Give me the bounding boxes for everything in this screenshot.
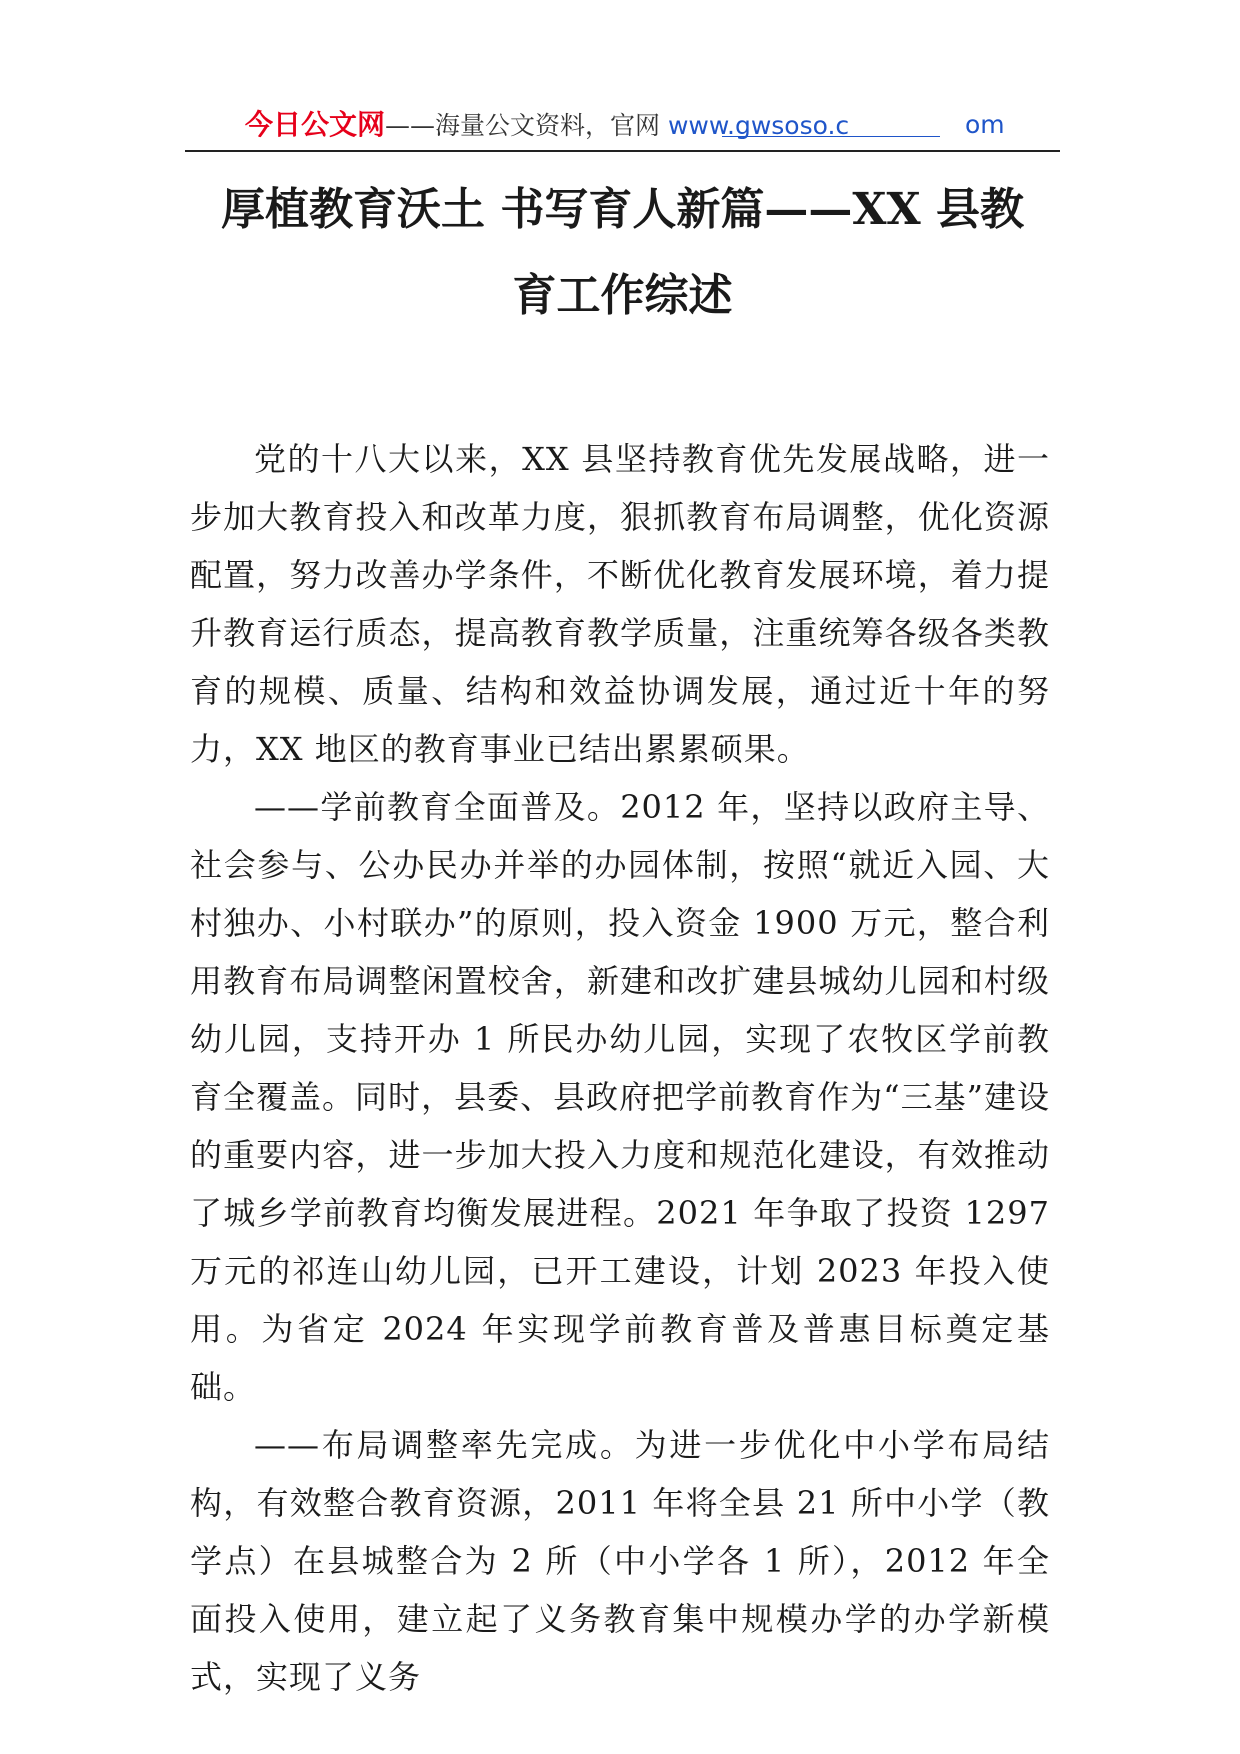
title-line-2: 育工作综述 (512, 270, 733, 321)
document-title (185, 180, 1060, 352)
document-body (190, 430, 1050, 1706)
paragraph-preschool: ——学前教育全面普及。2012 年，坚持以政府主导、社会参与、公办民办并举的办园体制，按照“就近入园、大村独办、小村联办”的原则，投入资金 1900 万元，整合利用教育布局调整闲置校舍，新建和改扩建县城幼儿园和村级幼儿园，支持开办 1 所民办幼儿园，实现了农牧区学前教育全覆盖。同时，县委、县政府把学前教育作为“三基”建设的重要内容，进一步加大投入力度和规范化建设，有效推动了城乡学前教育均衡发展进程。2021 年争取了投资 1297 万元的祁连山幼儿园，已开工建设，计划 2023 年投入使用。为省定 2024 年实现学前教育普及普惠目标奠定基础。 (190, 788, 1050, 1406)
title-line-1: 厚植教育沃土 书写育人新篇——XX 县教 (221, 184, 1024, 235)
paragraph-layout: ——布局调整率先完成。为进一步优化中小学布局结构，有效整合教育资源，2011 年将全县 21 所中小学（教学点）在县城整合为 2 所（中小学各 1 所），2012 年全面投入使用，建立起了义务教育集中规模办学的办学新模式，实现了义务 (190, 1426, 1050, 1696)
url-underline (722, 136, 940, 137)
paragraph-intro: 党的十八大以来，XX 县坚持教育优先发展战略，进一步加大教育投入和改革力度，狠抓教育布局调整，优化资源配置，努力改善办学条件，不断优化教育发展环境，着力提升教育运行质态，提高教育教学质量，注重统筹各级各类教育的规模、质量、结构和效益协调发展，通过近十年的努力，XX 地区的教育事业已结出累累硕果。 (190, 440, 1050, 768)
page-header (185, 104, 1060, 152)
header-tagline: ——海量公文资料，官网 (385, 111, 668, 140)
header-url-tail[interactable]: om (965, 110, 1005, 139)
header-url-link[interactable]: www.gwsoso.c (667, 111, 850, 140)
brand-name: 今日公文网 (245, 108, 386, 141)
